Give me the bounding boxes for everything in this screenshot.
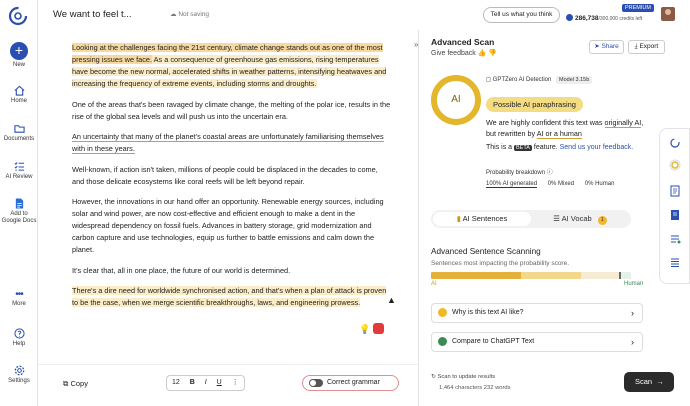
collapse-panel-icon[interactable]: » [414,40,419,49]
sidebar-item-help[interactable] [0,328,38,347]
arrow-right-icon: → [654,377,664,386]
document-icon[interactable] [669,185,681,197]
bar-segment-4 [621,272,631,279]
format-toolbar [166,375,245,391]
feedback-link[interactable]: Send us your feedback. [559,144,634,151]
save-status [170,10,209,18]
list-icon[interactable] [669,257,681,269]
give-feedback[interactable] [431,49,497,57]
italic-button[interactable]: I [204,379,207,386]
breakdown-ai[interactable]: 100% AI generated [486,181,538,187]
bar-ai-label: AI [431,281,437,287]
bar-segment-0 [431,272,521,279]
checklist-icon[interactable] [669,233,681,245]
grammar-check-icon[interactable] [373,323,384,334]
sidebar-item-documents[interactable] [0,123,38,142]
mouse-cursor-icon: ▲ [387,295,396,305]
beta-pre: This is a [486,144,515,151]
scanning-subtitle: Sentences most impacting the probability score. [431,260,570,267]
share-button[interactable] [589,40,624,54]
save-status-text: Not saving [178,11,210,18]
lightbulb-icon[interactable]: 💡 [359,324,371,334]
paragraph-6: It's clear that, all in one place, the future of our world is determined. [72,265,291,275]
tab-ai-vocab[interactable] [531,212,629,226]
report-icon[interactable] [669,209,681,221]
copy-label: Copy [70,379,88,388]
bold-button[interactable]: B [189,379,195,386]
sentence-highlight[interactable]: There's a dire need for worldwide synchronised action, and that's when a plan of attack is proven to be the case, when we merge scientific breakthroughs, laws, and engineering prowess. [72,286,387,307]
sidebar-item-new[interactable] [0,42,38,68]
scan-hint [431,374,495,380]
sentence-highlight[interactable]: As a consequence of greenhouse gas emissions, rising temperatures have become the new normal, accelerated shifts in weather patterns, intensifying heatwaves and increasing the frequency of extreme events, including storms and droughts. [72,55,387,88]
dots-icon: ••• [15,289,23,300]
send-icon: ➤ [594,43,600,50]
correct-grammar-toggle[interactable] [309,379,323,387]
compare-chatgpt-button[interactable] [431,332,643,352]
export-label: Export [639,43,659,50]
google-docs-icon [15,198,24,209]
breakdown-title-text: Probability breakdown [486,170,546,176]
verdict-badge: Possible AI paraphrasing [486,97,583,112]
sidebar-item-label: Settings [8,378,30,384]
sidebar-item-label: AI Review [5,174,33,180]
paragraph-4: Well-known, if action isn't taken, millions of people could be displaced in the decades to come, and those delicate ecosystems like coral reefs will be left beyond repair. [72,164,378,186]
gear-icon [14,365,25,376]
why-label: Why is this text AI like? [452,309,524,316]
correct-grammar-button[interactable] [302,375,399,391]
panel-title: Advanced Scan [431,37,495,47]
font-size-select[interactable]: 12 [172,379,180,386]
credits-total: /300,000 credits left [598,16,643,22]
breakdown-title [486,167,553,176]
why-ai-like-button[interactable] [431,303,643,323]
sentence-score-bar [431,272,631,279]
quick-tools-bar [659,128,690,284]
credits-counter [566,14,642,22]
more-format-icon[interactable]: ⋮ [231,379,239,386]
share-label: Share [601,43,619,50]
character-count: 1,464 characters 232 words [439,385,511,391]
sentence-underline[interactable]: An uncertainty that many of the planet's coastal areas are unfortunately familiarising themselves with in these years. [72,132,384,153]
tab-label: AI Vocab [561,214,592,223]
underline-button[interactable]: U [216,379,222,386]
paragraph-5: However, the innovations in our hand offer an opportunity. Renewable energy sources, including solar and wind power, are now cost-effective and efficient enough to make a dent in the widespread dependency on fossil fuels. Advances in battery storage, grid modernization and carbon capture and use technologies, equip us further to battle emissions and calm down the planet. [72,197,384,254]
bar-segment-2 [581,272,619,279]
sidebar-item-google-docs[interactable] [0,198,38,225]
folder-icon [14,123,25,134]
sidebar-item-label: Add to Google Docs [1,211,37,224]
info-circle-icon [438,308,447,317]
sidebar-item-label: New [12,62,25,68]
detector-name: GPTZero AI Detection [492,77,552,83]
bar-human-label: Human [624,281,644,287]
sidebar-item-label: More [12,301,26,307]
advanced-scan-panel [418,30,664,406]
text-icon: ☰ [553,214,560,223]
results-tabs [431,210,631,228]
scanning-title: Advanced Sentence Scanning [431,247,541,256]
copy-button[interactable] [63,379,88,389]
sidebar-item-label: Home [10,98,27,104]
scan-label: Scan [635,377,653,386]
detector-header [486,76,592,83]
beta-tag: BETA [516,145,530,151]
confidence-mid: , but rewritten by [486,118,644,138]
text-editor[interactable] [72,42,392,318]
paragraph-3 [72,131,392,155]
compare-label: Compare to ChatGPT Text [452,338,535,345]
beta-notice [486,144,633,151]
bar-segment-1 [521,272,581,279]
confidence-text [486,117,646,139]
gptzero-icon[interactable] [669,137,681,149]
beta-mid: feature. [531,144,560,151]
credits-icon [566,14,573,21]
sidebar-item-home[interactable] [0,85,38,104]
chatgpt-icon [438,337,447,346]
document-title[interactable]: We want to feel t... [53,9,132,20]
info-icon[interactable]: ⓘ [546,170,553,176]
sidebar-item-settings[interactable] [0,365,38,384]
thumbs-up-icon[interactable]: 👍 [477,50,487,57]
ring-label: AI [451,94,461,105]
confidence-term[interactable]: AI or a human [536,129,582,138]
list-check-icon [14,161,25,172]
download-icon: ⤓ [634,43,638,50]
sidebar-item-more[interactable] [0,291,38,307]
correct-grammar-label: Correct grammar [327,379,380,386]
plus-icon: + [10,42,28,60]
vocab-count-badge: 1 [598,216,607,225]
breakdown-mixed[interactable]: 0% Mixed [547,181,575,187]
paragraph-1 [72,42,392,90]
top-bar [38,0,690,30]
sidebar-item-label: Help [12,341,26,347]
tell-us-button[interactable]: Tell us what you think [483,7,560,23]
ai-score-ring [431,75,481,125]
confidence-term[interactable]: originally AI [604,118,642,127]
paragraph-2: One of the areas that's been ravaged by climate change, the melting of the polar ice, results in the rise of the global sea levels and will push us into the uncertain era. [72,99,391,121]
export-button[interactable] [628,40,665,54]
ai-scan-icon[interactable] [669,159,681,171]
refresh-icon: ↻ [431,374,436,380]
sentence-highlight[interactable]: Looking at the challenges facing the 21st century, climate change stands out as one of the most pressing issues we face. [72,43,383,64]
cloud-off-icon: ☁ [170,11,177,18]
scan-button[interactable] [624,372,674,392]
model-tag: Model 3.15b [556,76,592,84]
highlight-icon: ▮ [456,214,461,223]
chevron-right-icon: › [631,337,634,347]
bottom-toolbar [38,364,418,406]
sidebar-item-label: Documents [3,136,35,142]
left-sidebar [0,0,38,406]
premium-badge: PREMIUM [622,4,654,12]
credits-used: 286,738 [575,15,599,22]
scan-hint-text: Scan to update results [437,374,496,380]
chevron-right-icon: › [631,308,634,318]
avatar[interactable] [661,7,675,21]
breakdown-row [486,181,623,187]
paragraph-7 [72,285,392,309]
tab-ai-sentences[interactable] [433,212,531,226]
thumbs-down-icon[interactable]: 👎 [488,50,498,57]
sidebar-item-ai-review[interactable] [0,161,38,180]
question-icon [14,328,25,339]
breakdown-human[interactable]: 0% Human [584,181,615,187]
gptzero-logo-icon[interactable] [7,5,29,27]
detector-icon: ◻ [486,77,491,83]
home-icon [14,85,25,96]
confidence-pre: We are highly confident this text was [486,118,605,127]
copy-icon: ⧉ [63,379,69,388]
give-feedback-label: Give feedback [431,50,476,57]
tab-label: AI Sentences [462,214,508,223]
